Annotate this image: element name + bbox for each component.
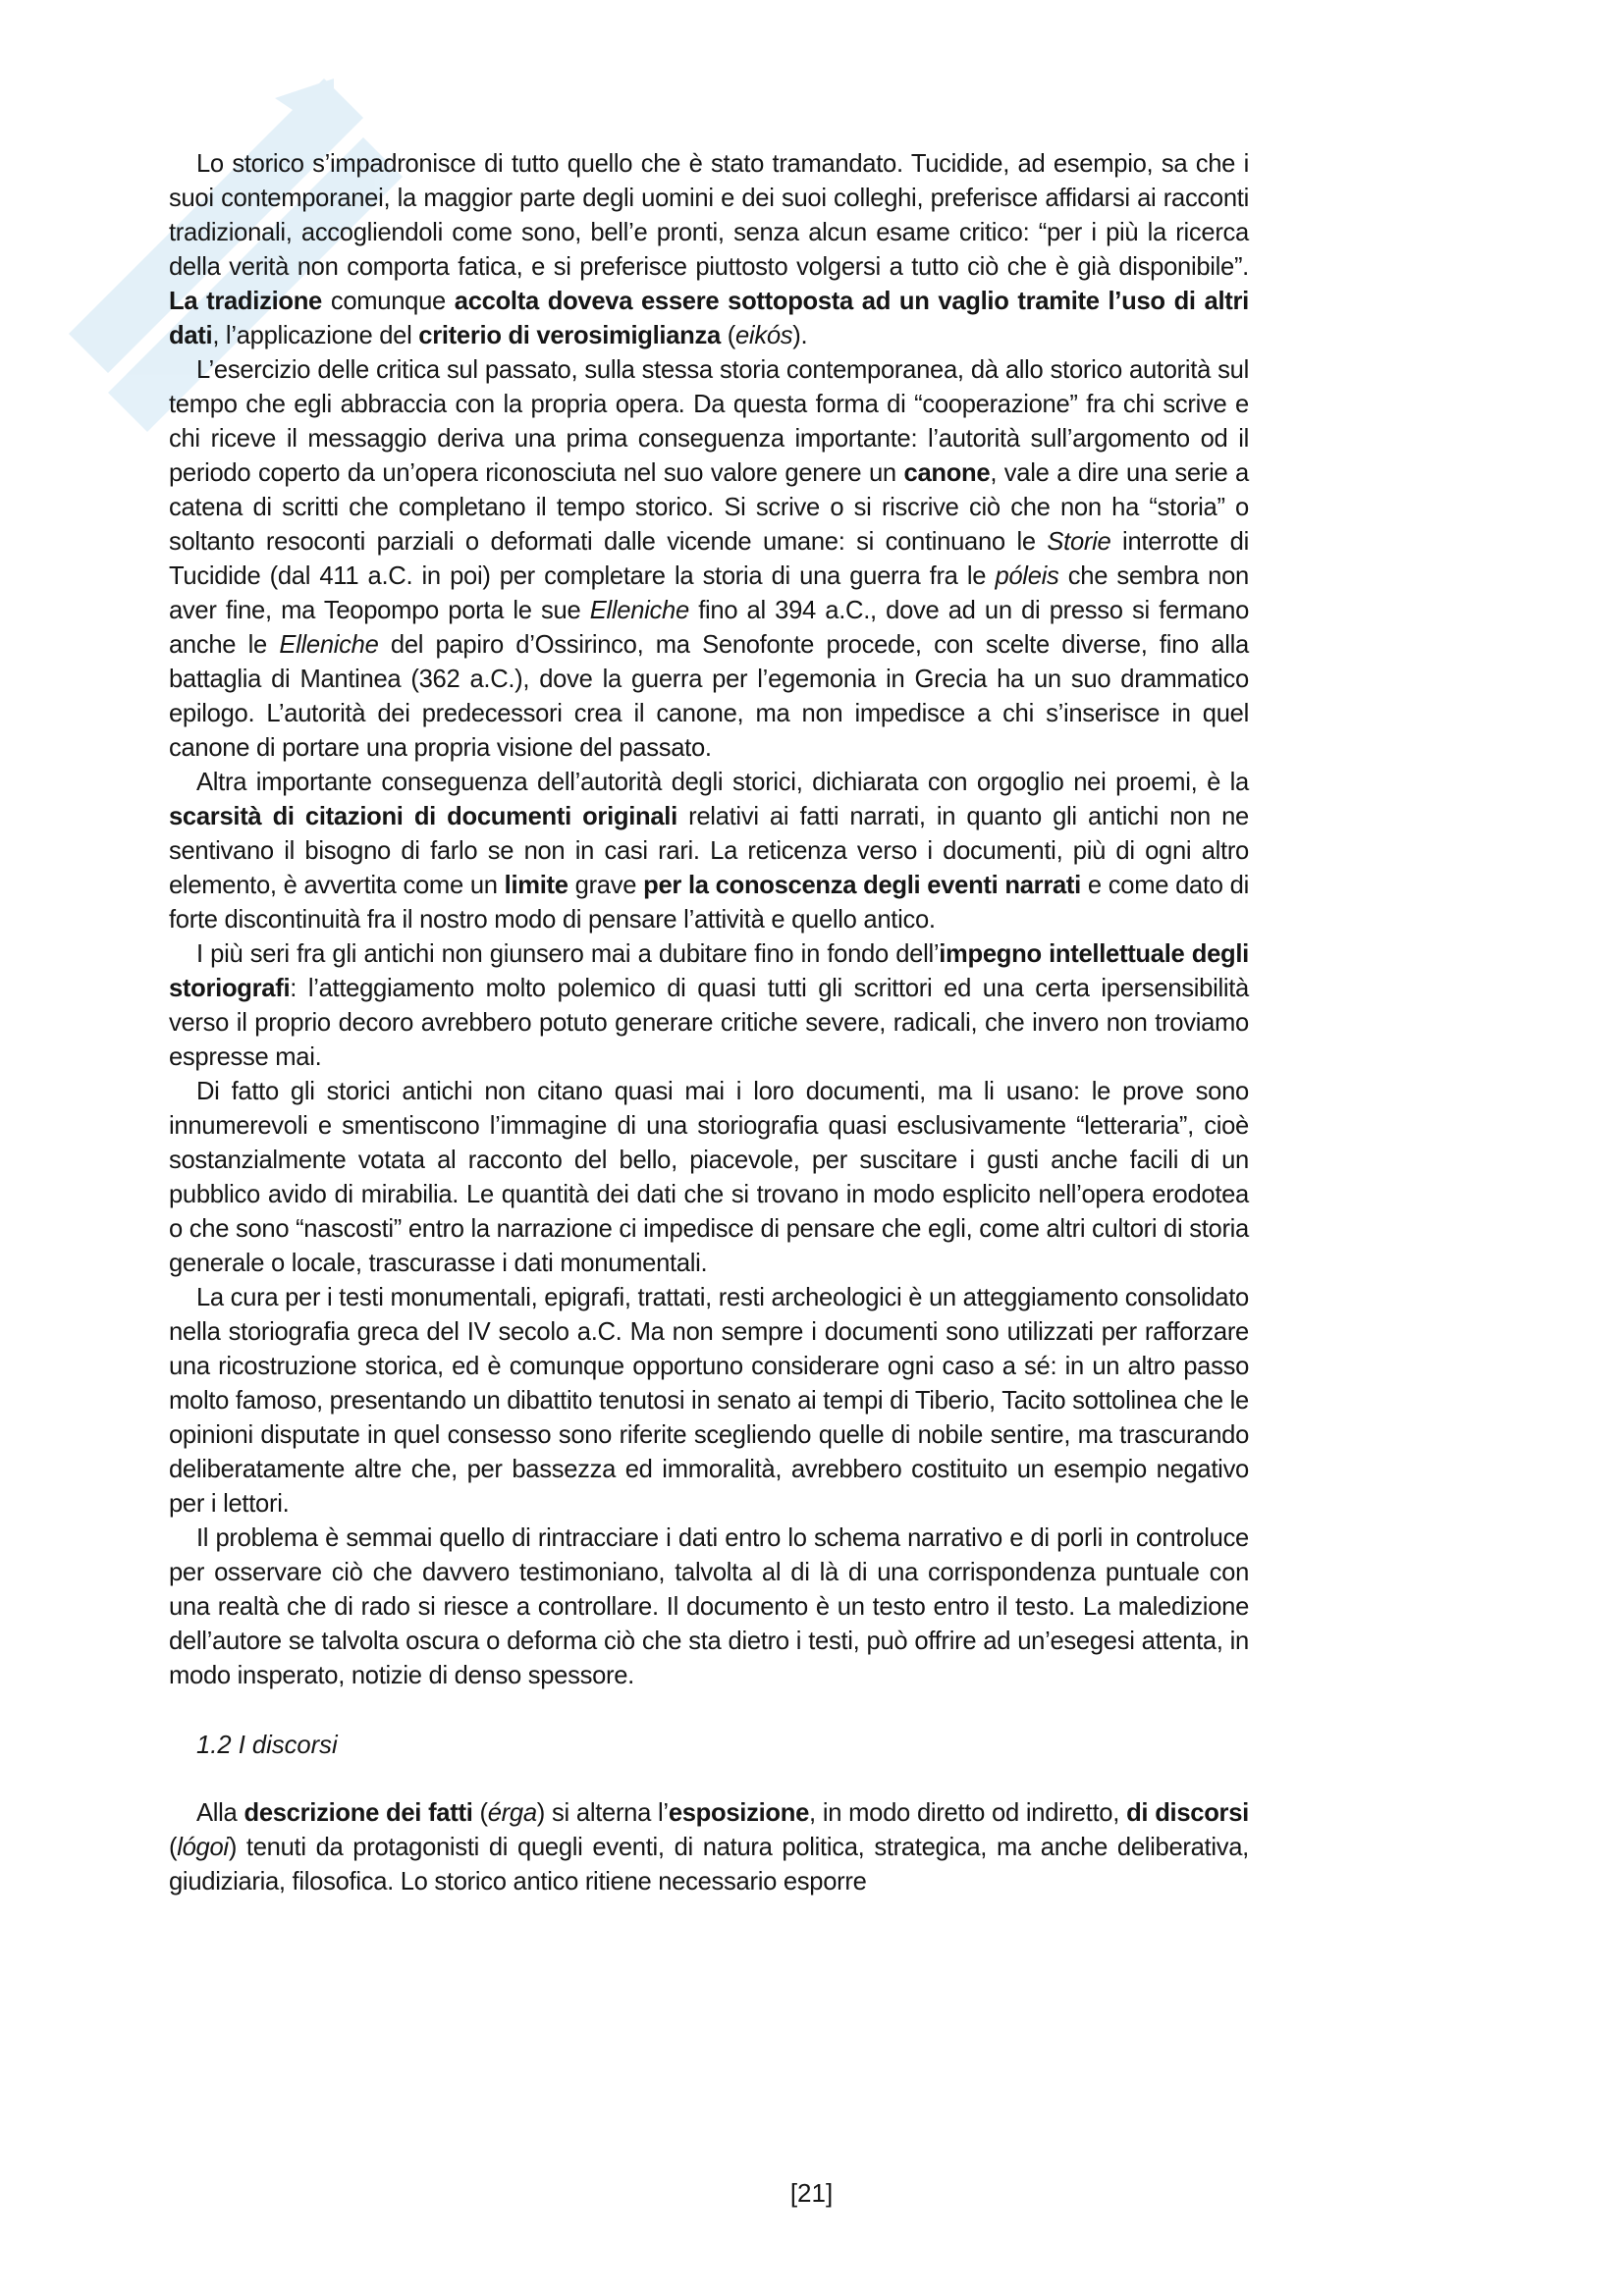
text-run: ( xyxy=(720,322,735,349)
bold-run: di discorsi xyxy=(1126,1799,1249,1827)
bold-run: per la conoscenza degli eventi narrati xyxy=(643,872,1081,899)
text-run: Il problema è semmai quello di rintracciare i dati entro lo schema narrativo e di porli in controluce per osservare ciò che davvero testimoniano, talvolta al di là di una corrispondenza puntuale con una realtà che di rado si riesce a controllare. Il documento è un testo entro il testo. La maledizione dell’autore se talvolta oscura o deforma ciò che sta dietro i testi, può offrire ad un’esegesi attenta, in modo insperato, notizie di denso spessore. xyxy=(169,1524,1249,1689)
text-run: ) tenuti da protagonisti di quegli eventi, di natura politica, strategica, ma anche deliberativa, giudiziaria, filosofica. Lo storico antico ritiene necessario esporre xyxy=(169,1834,1249,1896)
paragraph-3 xyxy=(169,766,1249,937)
text-run: fino al 394 a.C., dove ad un di presso si fermano anche le xyxy=(169,597,1249,659)
text-run: , vale a dire una serie a catena di scritti che completano il tempo storico. Si scrive o si riscrive ciò che non ha “storia” o soltanto resoconti parziali o deformati dalle vicende umane: si continuano le xyxy=(169,459,1249,556)
text-run: e come dato di forte discontinuità fra il nostro modo di pensare l’attività e quello antico. xyxy=(169,872,1249,934)
paragraph-5 xyxy=(169,1075,1249,1281)
italic-run: Elleniche xyxy=(589,597,689,624)
text-run: ) si alterna l’ xyxy=(536,1799,669,1827)
bold-run: descrizione dei fatti xyxy=(243,1799,473,1827)
watermark-cap xyxy=(275,79,334,137)
italic-run: Elleniche xyxy=(279,631,379,659)
text-run: ). xyxy=(792,322,808,349)
italic-run: Storie xyxy=(1047,528,1111,556)
italic-run: lógoi xyxy=(177,1834,229,1861)
paragraph-2 xyxy=(169,353,1249,766)
bold-run: impegno intellettuale degli storiografi xyxy=(169,940,1249,1002)
text-run: , l’applicazione del xyxy=(212,322,419,349)
text-run: che sembra non aver fine, ma Teopompo porta le sue xyxy=(169,562,1249,624)
bold-run: accolta doveva essere sottoposta ad un vaglio tramite l’uso di altri dati xyxy=(169,288,1249,349)
italic-run: érga xyxy=(487,1799,537,1827)
bold-run: scarsità di citazioni di documenti originali xyxy=(169,803,677,830)
paragraph-4 xyxy=(169,937,1249,1075)
text-run: ( xyxy=(472,1799,488,1827)
bold-run: criterio di verosimiglianza xyxy=(418,322,721,349)
bold-run: La tradizione xyxy=(169,288,322,315)
paragraph-7 xyxy=(169,1522,1249,1693)
text-run: comunque xyxy=(321,288,455,315)
text-run: Lo storico s’impadronisce di tutto quello che è stato tramandato. Tucidide, ad esempio, sa che i suoi contemporanei, la maggior parte degli uomini e dei suoi colleghi, preferisce affidarsi ai racconti tradizionali, accogliendoli come sono, bell’e pronti, senza alcun esame critico: “per i più la ricerca della verità non comporta fatica, e si preferisce piuttosto volgersi a tutto ciò che è già disponibile”. xyxy=(169,150,1249,281)
document-page xyxy=(169,147,1249,1899)
text-run: La cura per i testi monumentali, epigrafi, trattati, resti archeologici è un atteggiamento consolidato nella storiografia greca del IV secolo a.C. Ma non sempre i documenti sono utilizzati per rafforzare una ricostruzione storica, ed è comunque opportuno considerare ogni caso a sé: in un altro passo molto famoso, presentando un dibattito tenutosi in senato ai tempi di Tiberio, Tacito sottolinea che le opinioni disputate in quel consesso sono riferite scegliendo quelle di nobile sentire, ma trascurando deliberatamente altre che, per bassezza ed immoralità, avrebbero costituito un esempio negativo per i lettori. xyxy=(169,1284,1249,1518)
paragraph-1 xyxy=(169,147,1249,353)
text-run: Alla xyxy=(196,1799,244,1827)
text-run: I più seri fra gli antichi non giunsero mai a dubitare fino in fondo dell’ xyxy=(196,940,940,968)
text-run: : l’atteggiamento molto polemico di quasi tutti gli scrittori ed una certa ipersensibilità verso il proprio decoro avrebbero potuto generare critiche severe, radicali, che invero non troviamo espresse mai. xyxy=(169,975,1249,1071)
text-run: L’esercizio delle critica sul passato, sulla stessa storia contemporanea, dà allo storico autorità sul tempo che egli abbraccia con la propria opera. Da questa forma di “cooperazione” fra chi scrive e chi riceve il messaggio deriva una prima conseguenza importante: l’autorità sull’argomento od il periodo coperto da un’opera riconosciuta nel suo valore genere un xyxy=(169,356,1249,487)
section-heading: 1.2 I discorsi xyxy=(196,1732,338,1759)
bold-run: canone xyxy=(903,459,991,487)
italic-run: eikós xyxy=(735,322,793,349)
text-run: ( xyxy=(169,1834,178,1861)
text-run: Altra importante conseguenza dell’autorità degli storici, dichiarata con orgoglio nei proemi, è la xyxy=(196,769,1249,796)
text-run: , in modo diretto od indiretto, xyxy=(809,1799,1127,1827)
italic-run: póleis xyxy=(995,562,1059,590)
page-number: [21] xyxy=(789,2178,834,2208)
paragraph-8 xyxy=(169,1796,1249,1899)
text-run: interrotte di Tucidide (dal 411 a.C. in poi) per completare la storia di una guerra fra le xyxy=(169,528,1249,590)
text-run: relativi ai fatti narrati, in quanto gli antichi non ne sentivano il bisogno di farlo se non in casi rari. La reticenza verso i documenti, più di ogni altro elemento, è avvertita come un xyxy=(169,803,1249,899)
bold-run: esposizione xyxy=(668,1799,810,1827)
text-run: grave xyxy=(568,872,644,899)
paragraph-6 xyxy=(169,1281,1249,1522)
text-run: Di fatto gli storici antichi non citano quasi mai i loro documenti, ma li usano: le prove sono innumerevoli e smentiscono l’immagine di una storiografia quasi esclusivamente “letteraria”, cioè sostanzialmente votata al racconto del bello, piacevole, per suscitare i gusti anche facili di un pubblico avido di mirabilia. Le quantità dei dati che si trovano in modo esplicito nell’opera erodotea o che sono “nascosti” entro la narrazione ci impedisce di pensare che egli, come altri cultori di storia generale o locale, trascurasse i dati monumentali. xyxy=(169,1078,1249,1277)
text-run: del papiro d’Ossirinco, ma Senofonte procede, con scelte diverse, fino alla battaglia di Mantinea (362 a.C.), dove la guerra per l’egemonia in Grecia ha un suo drammatico epilogo. L’autorità dei predecessori crea il canone, ma non impedisce a chi s’inserisce in quel canone di portare una propria visione del passato. xyxy=(169,631,1249,762)
bold-run: limite xyxy=(504,872,568,899)
